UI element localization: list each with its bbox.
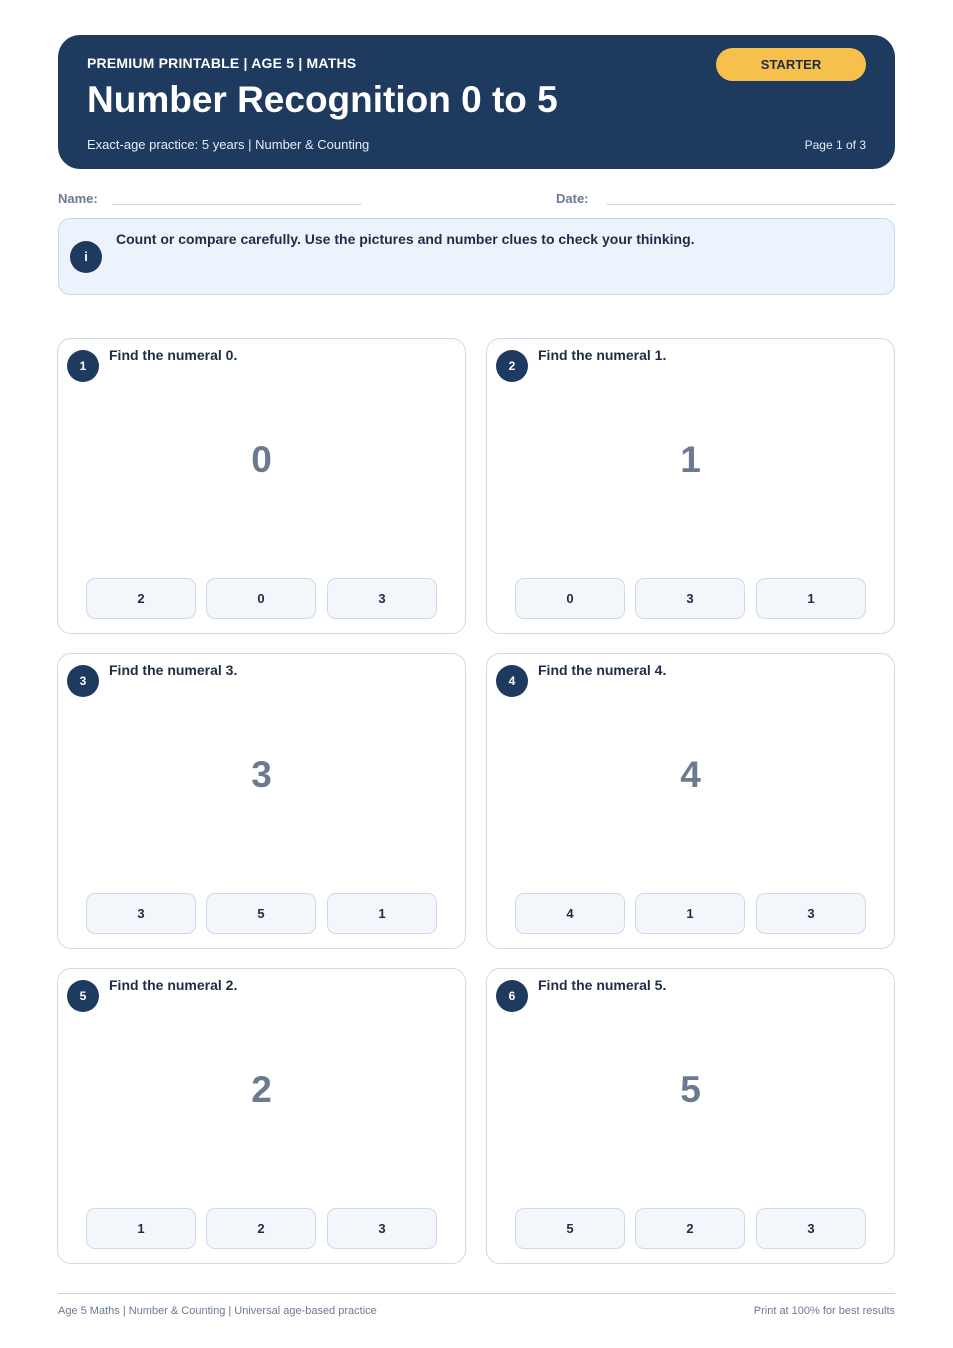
info-icon: i <box>70 241 102 273</box>
question-prompt: Find the numeral 1. <box>538 347 667 363</box>
question-number: 2 <box>496 350 528 382</box>
answer-choice[interactable]: 3 <box>635 578 745 619</box>
question-number: 4 <box>496 665 528 697</box>
question-card-5 <box>57 968 466 1264</box>
target-numeral: 2 <box>251 1069 272 1110</box>
question-card-4 <box>486 653 895 949</box>
footer-info: Age 5 Maths | Number & Counting | Universal age-based practice <box>58 1305 377 1317</box>
target-numeral: 1 <box>680 439 701 480</box>
header-subtitle: Exact-age practice: 5 years | Number & Counting <box>87 137 370 152</box>
target-numeral: 3 <box>251 754 272 795</box>
name-label: Name: <box>58 191 98 206</box>
question-prompt: Find the numeral 4. <box>538 662 667 678</box>
answer-choice[interactable]: 0 <box>206 578 316 619</box>
answer-choice[interactable]: 2 <box>635 1208 745 1249</box>
answer-choice[interactable]: 1 <box>756 578 866 619</box>
question-prompt: Find the numeral 0. <box>109 347 238 363</box>
page-number: Page 1 of 3 <box>804 138 866 152</box>
target-numeral: 4 <box>680 754 701 795</box>
answer-choice[interactable]: 2 <box>86 578 196 619</box>
question-card-3 <box>57 653 466 949</box>
page-title: Number Recognition 0 to 5 <box>87 79 558 120</box>
instructions-box <box>58 218 895 295</box>
question-card-6 <box>486 968 895 1264</box>
answer-choice[interactable]: 2 <box>206 1208 316 1249</box>
question-prompt: Find the numeral 5. <box>538 977 667 993</box>
worksheet-header <box>58 35 895 169</box>
question-prompt: Find the numeral 3. <box>109 662 238 678</box>
name-field[interactable] <box>112 204 361 205</box>
question-number: 1 <box>67 350 99 382</box>
question-number: 3 <box>67 665 99 697</box>
date-label: Date: <box>556 191 589 206</box>
header-eyebrow: PREMIUM PRINTABLE | AGE 5 | MATHS <box>87 55 357 71</box>
target-numeral: 5 <box>680 1069 701 1110</box>
answer-choice[interactable]: 3 <box>756 1208 866 1249</box>
answer-choice[interactable]: 3 <box>756 893 866 934</box>
question-card-2 <box>486 338 895 634</box>
question-number: 5 <box>67 980 99 1012</box>
question-prompt: Find the numeral 2. <box>109 977 238 993</box>
answer-choice[interactable]: 0 <box>515 578 625 619</box>
date-field[interactable] <box>607 204 895 205</box>
answer-choice[interactable]: 1 <box>635 893 745 934</box>
answer-choice[interactable]: 5 <box>206 893 316 934</box>
question-number: 6 <box>496 980 528 1012</box>
target-numeral: 0 <box>251 439 272 480</box>
instructions-text: Count or compare carefully. Use the pictures and number clues to check your thinking. <box>116 231 695 247</box>
answer-choice[interactable]: 4 <box>515 893 625 934</box>
answer-choice[interactable]: 1 <box>327 893 437 934</box>
level-badge: STARTER <box>716 48 866 81</box>
answer-choice[interactable]: 3 <box>327 578 437 619</box>
answer-choice[interactable]: 3 <box>86 893 196 934</box>
footer-divider <box>58 1293 895 1294</box>
question-card-1 <box>57 338 466 634</box>
footer-print-note: Print at 100% for best results <box>753 1305 895 1317</box>
answer-choice[interactable]: 5 <box>515 1208 625 1249</box>
answer-choice[interactable]: 1 <box>86 1208 196 1249</box>
answer-choice[interactable]: 3 <box>327 1208 437 1249</box>
